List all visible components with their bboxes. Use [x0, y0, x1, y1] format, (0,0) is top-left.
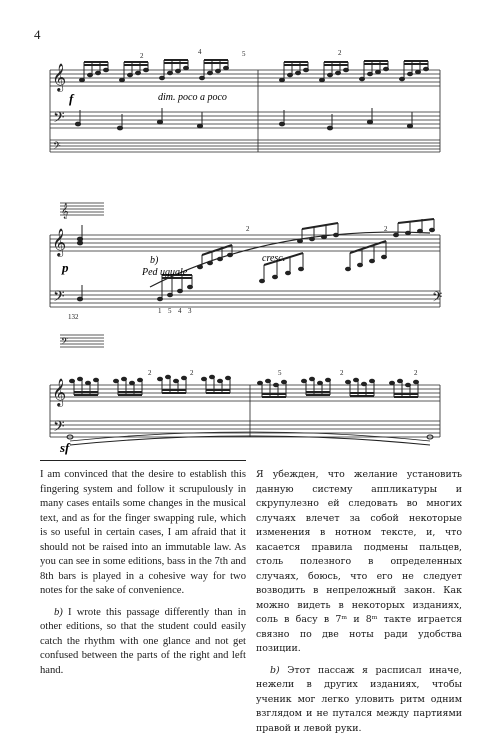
svg-text:𝄢: 𝄢 [61, 336, 69, 349]
fingering-s2-2: 2 [384, 225, 388, 233]
russian-footnote-mark: b) [270, 664, 280, 676]
dynamic-forte-1: f [69, 91, 74, 106]
fingering-s3-1: 2 [148, 369, 152, 377]
music-system-2 [0, 195, 500, 355]
english-column [40, 468, 246, 685]
dynamic-sforzando: sf [60, 440, 70, 455]
fingering-s3-2: 2 [190, 369, 194, 377]
staff-system-1 [0, 40, 500, 160]
svg-text:𝄢: 𝄢 [53, 140, 61, 154]
russian-paragraph-1: Я убежден, что желание установить данную систему аппликатуры и скрупулезно ей следовать во многих случаях влечет за собой некоторые изменения в нотном тексте, и, что касается правила подмены пальцев, столь полезного в определенных случаях, боюсь, что его не следует возводить в непреложный закон. Как можно видеть в некоторых изданиях, соль в басу в 7ᵐ и 8ᵐ такте играется связно по две ноты ради удобства позиции. [256, 469, 462, 654]
fingering-3: 5 [242, 50, 246, 58]
fingering-s2-1: 2 [246, 225, 250, 233]
svg-text:𝄞: 𝄞 [61, 204, 69, 219]
svg-text:𝄢: 𝄢 [53, 418, 65, 439]
staff-system-2 [0, 195, 500, 355]
russian-paragraph-2-text: Этот пассаж я расписал иначе, нежели в других изданиях, чтобы ученик мог легко уловить ритм одним взглядом и не путался между партиями правой и левой руки. [256, 664, 462, 734]
fingering-s2-6: 3 [188, 307, 192, 315]
svg-text:𝄢: 𝄢 [432, 289, 443, 308]
fingering-4: 2 [338, 49, 342, 57]
russian-paragraph-2 [256, 664, 462, 737]
fingering-1: 2 [140, 52, 144, 60]
svg-text:𝄢: 𝄢 [53, 109, 65, 130]
page-number: 4 [34, 27, 41, 42]
fingering-s3-4: 2 [340, 369, 344, 377]
music-system-1 [0, 40, 500, 160]
fingering-2: 4 [198, 48, 202, 56]
crescendo-marking: cresc. [262, 253, 286, 264]
expression-dim: dim. poco a poco [158, 92, 227, 103]
fingering-s2-4: 5 [168, 307, 172, 315]
svg-text:𝄞: 𝄞 [52, 378, 67, 406]
english-paragraph-2 [40, 606, 246, 679]
english-paragraph-2-text: I wrote this passage differently than in other editions, so that the student could easily catch the rhythm with one glance and not get confused between the parts of the right and left hand. [40, 606, 246, 676]
bar-number: 132 [68, 313, 79, 321]
fingering-s3-5: 2 [414, 369, 418, 377]
svg-text:𝄢: 𝄢 [53, 288, 65, 309]
english-paragraph-1: I am convinced that the desire to establish this fingering system and follow it scrupulously in many cases entails some changes in the musical text, and as for the finger swapping rule, which is so useful in certain cases, I am afraid that it should not be raised into an immutable law. As you can see in some editions, bass in the 7th and 8th bars is played in a cohesive way for two notes for the sake of convenience. [40, 469, 246, 596]
staff-system-3 [0, 365, 500, 455]
music-system-3 [0, 365, 500, 455]
fingering-s2-3: 1 [158, 307, 162, 315]
svg-text:𝄞: 𝄞 [52, 63, 67, 91]
pedal-marking: Ped uguale [142, 267, 188, 278]
dynamic-piano: p [62, 260, 69, 275]
fingering-s2-5: 4 [178, 307, 182, 315]
english-footnote-mark: b) [54, 606, 63, 618]
svg-text:𝄞: 𝄞 [52, 228, 67, 256]
footnote-mark-b: b) [150, 255, 159, 266]
fingering-s3-3: 5 [278, 369, 282, 377]
footnote-divider [40, 460, 246, 461]
russian-column [256, 468, 462, 743]
